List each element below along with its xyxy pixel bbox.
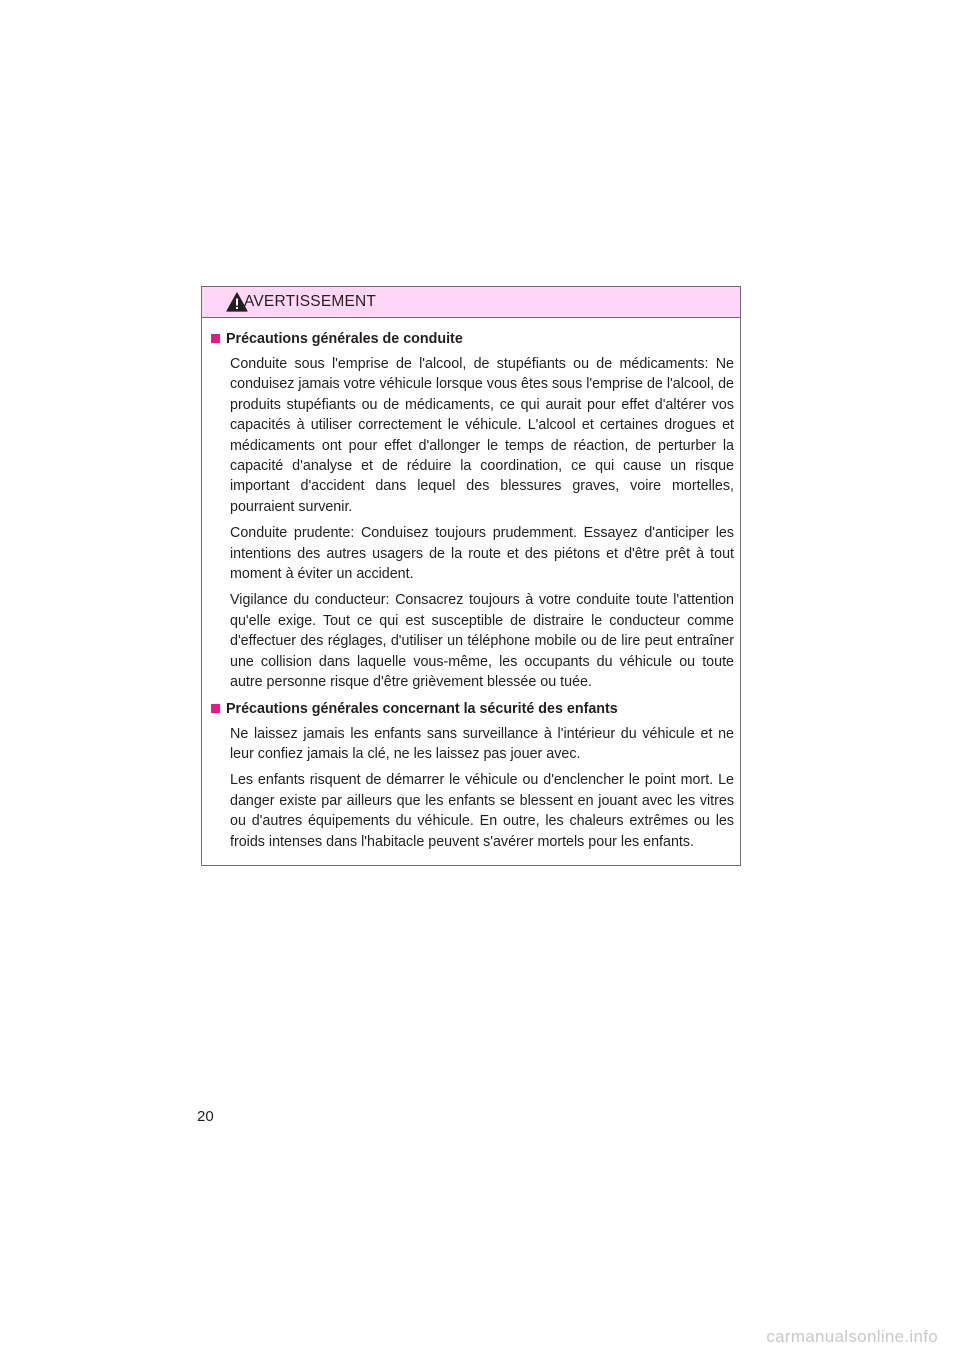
section-child-safety xyxy=(211,699,734,852)
paragraph: Ne laissez jamais les enfants sans surveillance à l'intérieur du véhicule et ne leur confiez jamais la clé, ne les laissez pas jouer avec. xyxy=(230,725,734,762)
warning-title: AVERTISSEMENT xyxy=(244,293,377,310)
paragraph: Vigilance du conducteur: Consacrez toujours à votre conduite toute l'attention qu'elle exige. Tout ce qui est susceptible de distraire le conducteur comme d'effectuer des réglages, d'utiliser un téléphone mobile ou de lire peut entraîner une collision dans laquelle vous-même, les occupants du véhicule ou toute autre personne risque d'être grièvement blessée ou tuée. xyxy=(230,592,734,691)
square-bullet-icon xyxy=(211,334,220,343)
section-driving-precautions xyxy=(211,329,734,693)
section-heading-text: Précautions générales concernant la sécurité des enfants xyxy=(226,700,618,717)
section-heading-text: Précautions générales de conduite xyxy=(226,331,463,347)
paragraph: Conduite prudente: Conduisez toujours prudemment. Essayez d'anticiper les intentions des autres usagers de la route et des piétons et d'être prêt à tout moment à éviter un accident. xyxy=(230,525,734,583)
warning-header xyxy=(202,287,740,318)
page-number: 20 xyxy=(197,1108,214,1125)
watermark: carmanualsonline.info xyxy=(766,1327,938,1346)
section-heading xyxy=(211,699,734,719)
warning-box xyxy=(201,286,741,866)
square-bullet-icon xyxy=(211,704,220,713)
section-heading xyxy=(211,329,734,349)
paragraph: Les enfants risquent de démarrer le véhicule ou d'enclencher le point mort. Le danger existe par ailleurs que les enfants se blessent en jouant avec les vitres ou d'autres équipements du véhicule. En outre, les chaleurs extrêmes ou les froids intenses dans l'habitacle peuvent s'avérer mortels pour les enfants. xyxy=(230,772,734,850)
warning-body xyxy=(202,318,740,852)
paragraph: Conduite sous l'emprise de l'alcool, de stupéfiants ou de médicaments: Ne conduisez jamais votre véhicule lorsque vous êtes sous l'emprise de l'alcool, de produits stupéfiants ou de médicaments, ce qui aurait pour effet d'altérer vos capacités à utiliser correctement le véhicule. L'alcool et certaines drogues et médicaments ont pour effet d'allonger le temps de réaction, de perturber la capacité d'analyse et de réduire la coordination, ce qui cause un risque important d'accident dans lequel des blessures graves, voire mortelles, pourraient survenir. xyxy=(230,356,734,515)
